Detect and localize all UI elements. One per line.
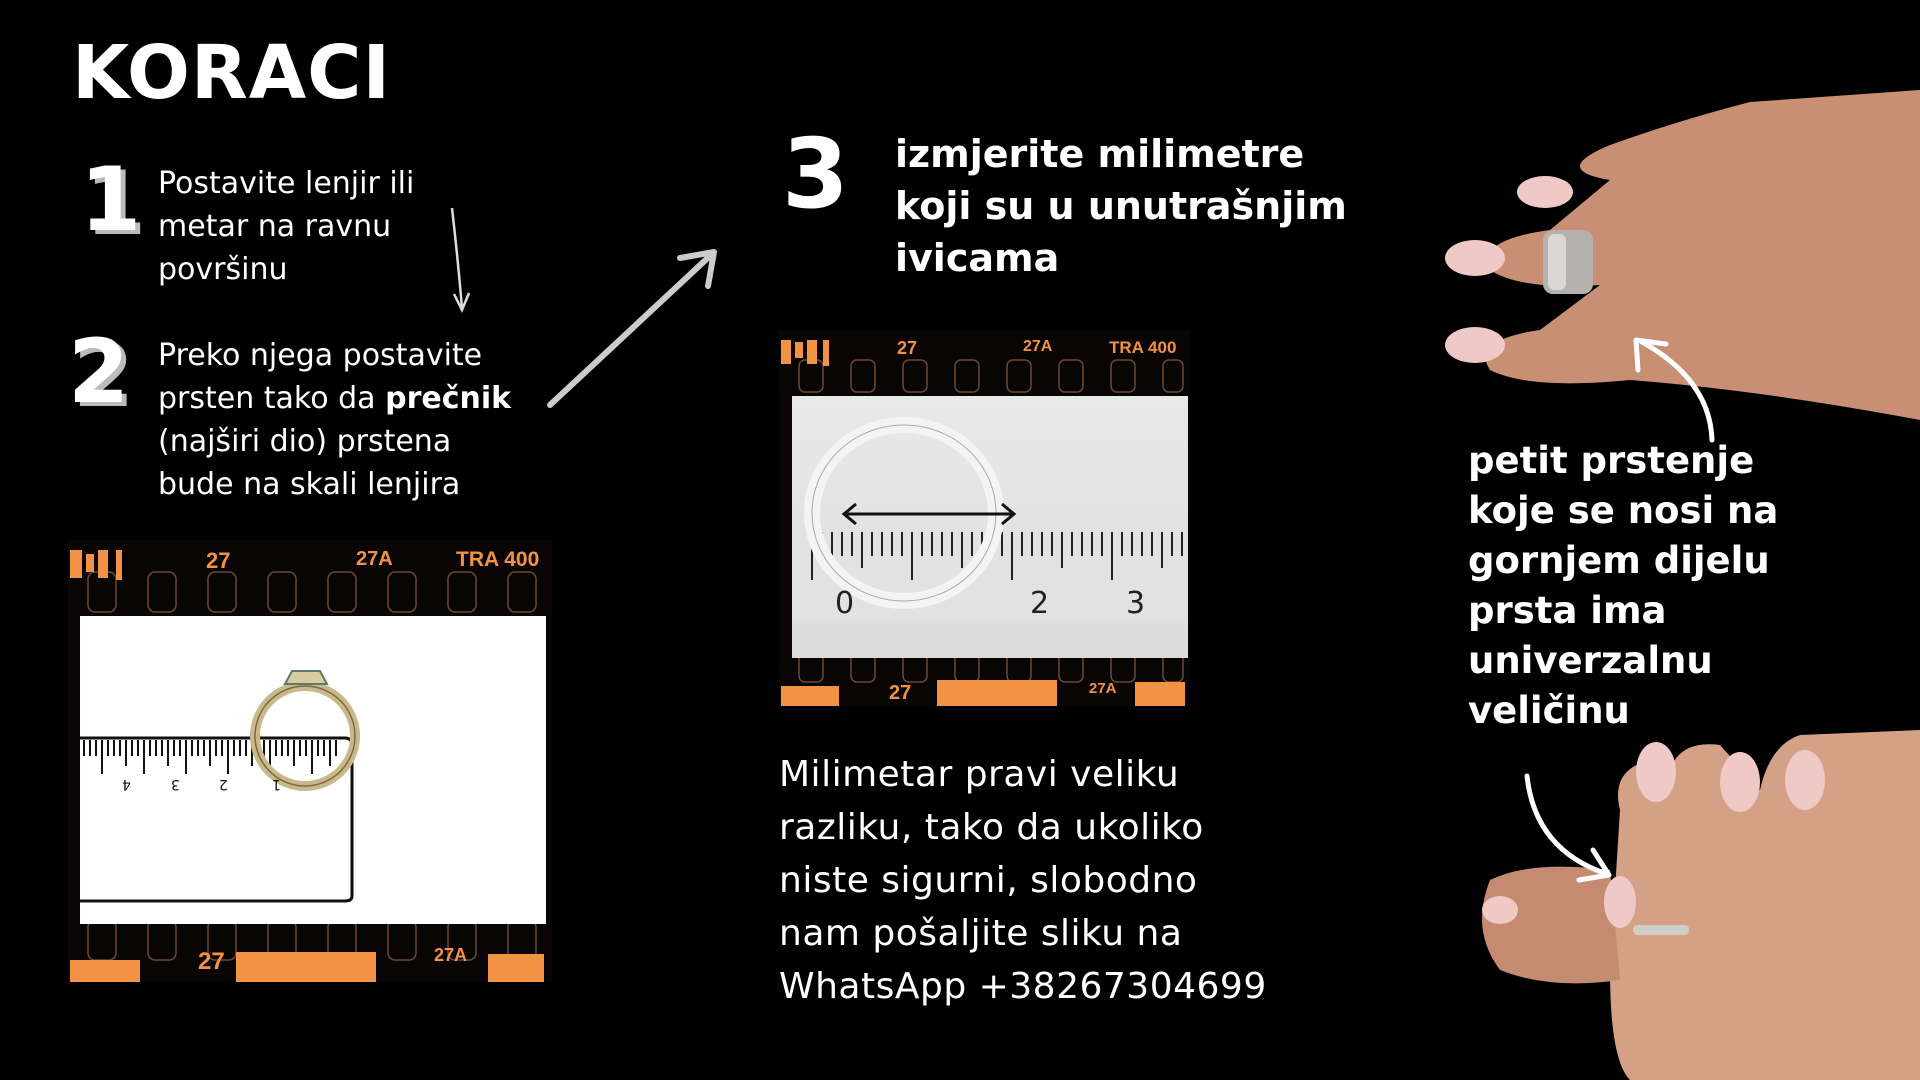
bold-word: prečnik [385,381,512,416]
ring-on-ruler-illustration [80,616,546,924]
text-line: Preko njega postavite [158,338,483,373]
film-label: 27 [206,548,231,573]
down-arrow-icon [440,200,480,320]
text-line: WhatsApp +38267304699 [779,966,1267,1007]
step-1-text [158,162,414,291]
step-2-number: 2 [68,320,130,423]
text-line: petit prstenje [1468,439,1755,482]
curved-arrow-down-icon [1515,770,1625,885]
ruler-label: 3 [1126,586,1146,621]
film-label: 27A [356,548,393,570]
film-label: TRA 400 [1109,338,1177,357]
text-line: prsten tako da [158,381,386,416]
text-line: površinu [158,252,288,287]
text-line: razliku, tako da ukoliko [779,807,1204,848]
text-line: niste sigurni, slobodno [779,860,1198,901]
ring-photo [792,396,1188,658]
text-line: koje se nosi na [1468,489,1779,532]
text-line: izmjerite milimetre [895,132,1305,176]
text-line: univerzalnu [1468,639,1713,682]
ruler-label: 0 [835,586,855,621]
step-3-text [895,128,1347,284]
film-strip-image-ring-measurement [779,330,1190,706]
film-label: 27A [1023,338,1053,355]
ruler-label: 3 [171,776,180,792]
text-line: veličinu [1468,689,1630,732]
text-line: Postavite lenjir ili [158,166,415,201]
ruler-label: 2 [1030,586,1050,621]
petite-ring-note [1468,436,1778,736]
curved-arrow-up-icon [1620,330,1730,450]
step-3-number: 3 [782,118,849,230]
text-line: ivicama [895,236,1060,280]
text-line: metar na ravnu [158,209,392,244]
text-line: gornjem dijelu [1468,539,1770,582]
page-title: KORACI [72,30,392,116]
text-line: bude na skali lenjira [158,467,461,502]
ruler-label: 1 [272,776,281,792]
text-line: koji su u unutrašnjim [895,184,1347,228]
film-label: 27A [1089,680,1117,697]
step-2-text [158,334,511,506]
text-line: nam pošaljite sliku na [779,913,1183,954]
ruler-label: 4 [122,776,131,792]
ruler-drawing [80,616,546,924]
ruler-label: 2 [219,776,228,792]
film-label: 27A [434,945,468,965]
film-label: 27 [889,682,912,704]
film-strip-image-ruler-drawing [68,540,552,982]
film-label: TRA 400 [456,548,540,571]
film-label: 27 [198,948,225,975]
whatsapp-note [779,748,1267,1013]
text-line: (najširi dio) prstena [158,424,452,459]
diagonal-arrow-icon [540,240,730,415]
film-label: 27 [897,338,918,358]
text-line: prsta ima [1468,589,1667,632]
step-1-number: 1 [80,148,142,251]
text-line: Milimetar pravi veliku [779,754,1180,795]
